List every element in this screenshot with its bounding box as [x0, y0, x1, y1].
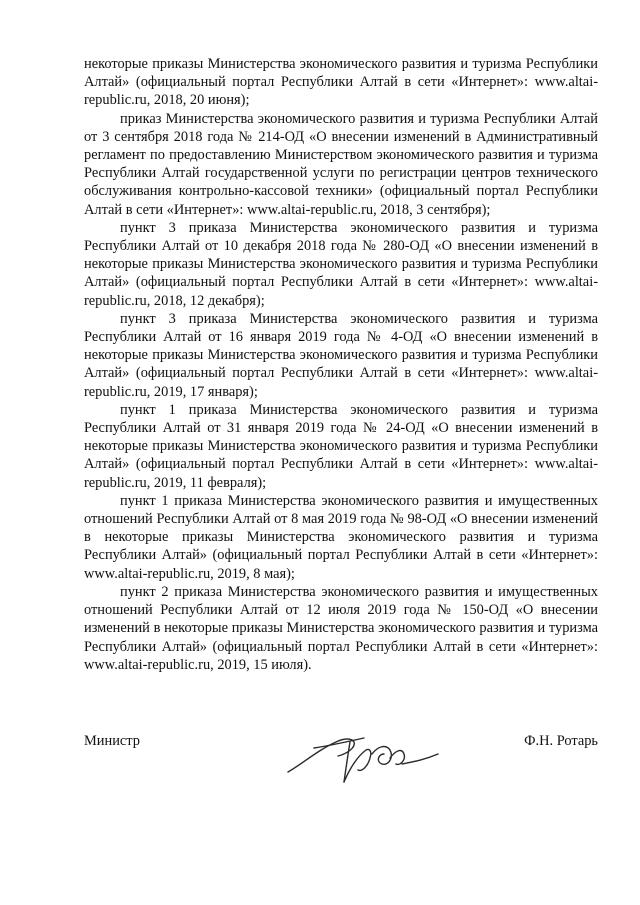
paragraph-4: пункт 3 приказа Министерства экономического развития и туризма Республики Алтай от 16 января 2019 года № 4-ОД «О внесении изменений в некоторые приказы Министерства экономического развития и туризма Республики Алтай» (официальный портал Республики Алтай в сети «Интернет»: www.altai-republic.ru, 2019, 17 января);	[84, 310, 598, 400]
signature-block	[84, 720, 598, 790]
paragraph-3: пункт 3 приказа Министерства экономического развития и туризма Республики Алтай от 10 декабря 2018 года № 280-ОД «О внесении изменений в некоторые приказы Министерства экономического развития и туризма Республики Алтай» (официальный портал Республики Алтай в сети «Интернет»: www.altai-republic.ru, 2018, 12 декабря);	[84, 219, 598, 309]
signatory-name: Ф.Н. Ротарь	[524, 733, 598, 749]
paragraph-6: пункт 1 приказа Министерства экономического развития и имущественных отношений Республики Алтай от 8 мая 2019 года № 98-ОД «О внесении изменений в некоторые приказы Министерства экономического развития и туризма Республики Алтай» (официальный портал Республики Алтай в сети «Интернет»: www.altai-republic.ru, 2019, 8 мая);	[84, 492, 598, 582]
paragraph-2: приказ Министерства экономического развития и туризма Республики Алтай от 3 сентября 2018 года № 214-ОД «О внесении изменений в Административный регламент по предоставлению Министерством экономического развития и туризма Республики Алтай государственной услуги по регистрации центров технического обслуживания контрольно-кассовой техники» (официальный портал Республики Алтай в сети «Интернет»: www.altai-republic.ru, 2018, 3 сентября);	[84, 110, 598, 218]
paragraph-1: некоторые приказы Министерства экономического развития и туризма Республики Алтай» (официальный портал Республики Алтай в сети «Интернет»: www.altai-republic.ru, 2018, 20 июня);	[84, 56, 598, 109]
paragraph-5: пункт 1 приказа Министерства экономического развития и туризма Республики Алтай от 31 января 2019 года № 24-ОД «О внесении изменений в некоторые приказы Министерства экономического развития и туризма Республики Алтай» (официальный портал Республики Алтай в сети «Интернет»: www.altai-republic.ru, 2019, 11 февраля);	[84, 401, 598, 491]
paragraph-7: пункт 2 приказа Министерства экономического развития и имущественных отношений Республики Алтай от 12 июля 2019 года № 150-ОД «О внесении изменений в некоторые приказы Министерства экономического развития и туризма Республики Алтай» (официальный портал Республики Алтай в сети «Интернет»: www.altai-republic.ru, 2019, 15 июля).	[84, 583, 598, 673]
signatory-title: Министр	[84, 733, 140, 749]
handwritten-signature	[284, 720, 444, 790]
document-body	[84, 55, 598, 674]
